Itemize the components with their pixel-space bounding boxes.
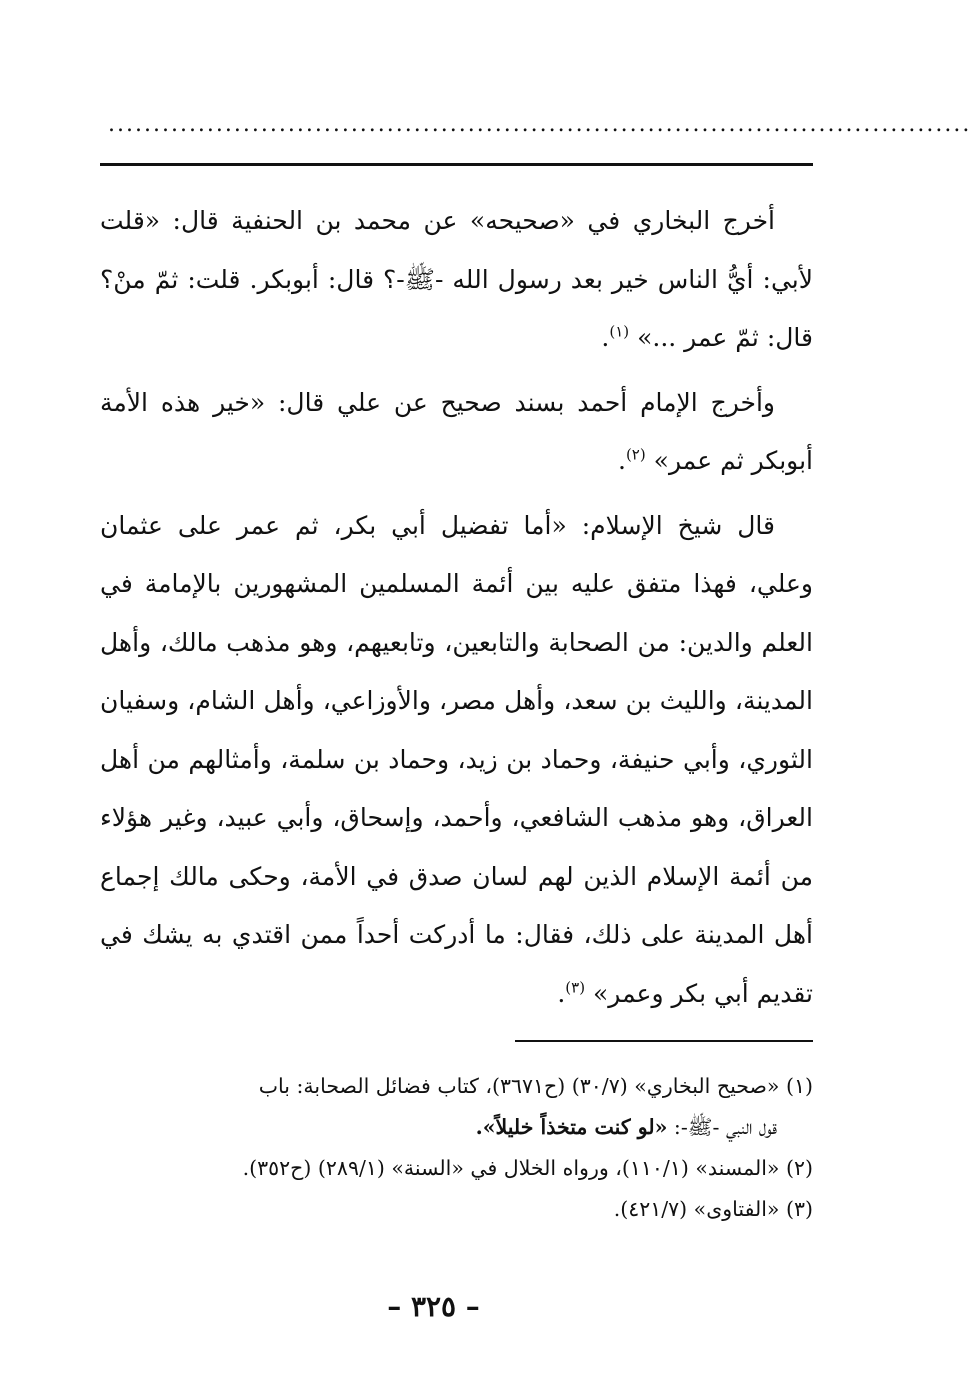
header-dotted-line: ................................................................................................ <box>108 112 971 137</box>
main-text <box>100 192 813 1029</box>
paragraph-ibn-taymiyya: قال شيخ الإسلام: «أما تفضيل أبي بكر، ثم عمر على عثمان وعلي، فهذا متفق عليه بين أئمة المسلمين المشهورين بالإمامة في العلم والدين: من الصحابة والتابعين، وتابعيهم، وهو مذهب مالك، وأهل المدينة، والليث بن سعد، وأهل مصر، والأوزاعي، وأهل الشام، وسفيان الثوري، وأبي حنيفة، وحماد بن زيد، وحماد بن سلمة، وأمثالهم من أهل العراق، وهو مذهب الشافعي، وأحمد، وإسحاق، وأبي عبيد، وغير هؤلاء من أئمة الإسلام الذين لهم لسان صدق في الأمة، وحكى مالك إجماع أهل المدينة على ذلك، فقال: ما أدركت أحداً ممن اقتدي به يشك في تقديم أبي بكر وعمر» $^{(٣)}$. <box>100 510 813 1008</box>
footnote-ref-3[interactable]: (٣) <box>565 978 586 997</box>
page-number: – ٣٢٥ – <box>387 1290 480 1323</box>
footnote-1: (١) «صحيح البخاري» (٣٠/٧) (ح٣٦٧١)، كتاب فضائل الصحابة: باب <box>258 1074 813 1098</box>
footnotes <box>100 1066 813 1230</box>
footnote-1-quote: «لو كنت متخذاً خليلاً». <box>475 1115 668 1139</box>
footnote-ref-2[interactable]: (٢) <box>625 445 646 464</box>
footnote-1-prefix: قول النبي -ﷺ-: <box>667 1115 777 1139</box>
paragraph-text: وأخرج الإمام أحمد بسند صحيح عن علي قال: «خير هذه الأمة أبوبكر ثم عمر» <box>100 387 813 475</box>
footnote-2: (٢) «المسند» (١١٠/١)، ورواه الخلال في «السنة» (٢٨٩/١) (ح٣٥٢). <box>242 1156 813 1180</box>
paragraph-bukhari: أخرج البخاري في «صحيحه» عن محمد بن الحنفية قال: «قلت لأبي: أيُّ الناس خير بعد رسول الله -ﷺ-؟ قال: أبوبكر. قلت: ثمّ منْ؟ قال: ثمّ عمر ...» $^{(١)}$. <box>100 206 813 352</box>
footnote-3: (٣) «الفتاوى» (٤٢١/٧). <box>613 1197 813 1221</box>
paragraph-ahmad: وأخرج الإمام أحمد بسند صحيح عن علي قال: «خير هذه الأمة أبوبكر ثم عمر» $^{(٢)}$. <box>100 387 813 475</box>
footnote-separator <box>515 1040 813 1042</box>
paragraph-text: أخرج البخاري في «صحيحه» عن محمد بن الحنفية قال: «قلت لأبي: أيُّ الناس خير بعد رسول الله -ﷺ-؟ قال: أبوبكر. قلت: ثمّ منْ؟ قال: ثمّ عمر ...» <box>100 206 813 352</box>
paragraph-text: قال شيخ الإسلام: «أما تفضيل أبي بكر، ثم عمر على عثمان وعلي، فهذا متفق عليه بين أئمة المسلمين المشهورين بالإمامة في العلم والدين: من الصحابة والتابعين، وتابعيهم، وهو مذهب مالك، وأهل المدينة، والليث بن سعد، وأهل مصر، والأوزاعي، وأهل الشام، وسفيان الثوري، وأبي حنيفة، وحماد بن زيد، وحماد بن سلمة، وأمثالهم من أهل العراق، وهو مذهب الشافعي، وأحمد، وإسحاق، وأبي عبيد، وغير هؤلاء من أئمة الإسلام الذين لهم لسان صدق في الأمة، وحكى مالك إجماع أهل المدينة على ذلك، فقال: ما أدركت أحداً ممن اقتدي به يشك في تقديم أبي بكر وعمر» <box>100 510 813 1008</box>
footnote-ref-1[interactable]: (١) <box>609 322 630 341</box>
header-rule <box>100 163 813 166</box>
footnote-1-continuation <box>100 1107 813 1148</box>
